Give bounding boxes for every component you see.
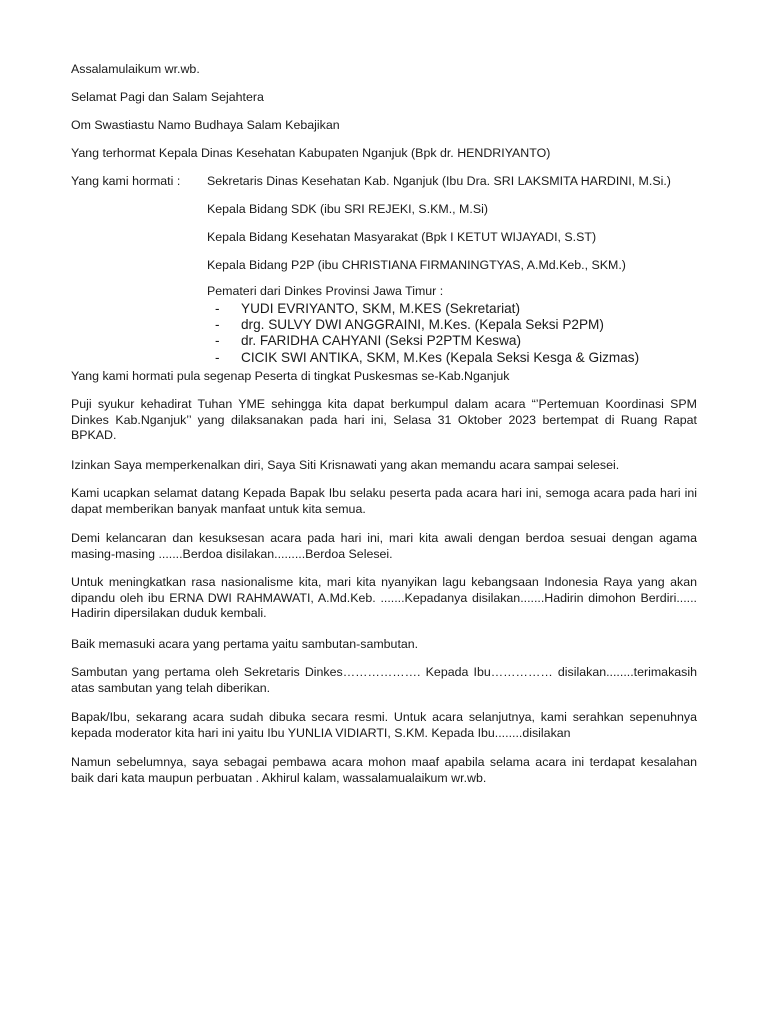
paragraph-sambutan: Baik memasuki acara yang pertama yaitu sambutan-sambutan. <box>71 637 419 651</box>
list-dash: - <box>215 301 220 316</box>
greeting-pagi: Selamat Pagi dan Salam Sejahtera <box>71 90 264 104</box>
speaker-name: drg. SULVY DWI ANGGRAINI, M.Kes. (Kepala Seksi P2PM) <box>241 317 604 333</box>
speaker-name: dr. FARIDHA CAHYANI (Seksi P2PTM Keswa) <box>241 333 521 349</box>
list-dash: - <box>215 333 220 349</box>
greeting-om: Om Swastiastu Namo Budhaya Salam Kebajikan <box>71 118 340 132</box>
honored-label: Yang kami hormati : <box>71 174 181 188</box>
greeting-kepala-dinas: Yang terhormat Kepala Dinas Kesehatan Kabupaten Nganjuk (Bpk dr. HENDRIYANTO) <box>71 146 551 160</box>
honored-line: Kepala Bidang P2P (ibu CHRISTIANA FIRMANINGTYAS, A.Md.Keb., SKM.) <box>207 258 626 272</box>
paragraph-selamat-datang: Kami ucapkan selamat datang Kepada Bapak Ibu selaku peserta pada acara hari ini, semoga acara pada hari ini dapat memberikan banyak manfaat untuk kita semua. <box>71 486 697 516</box>
paragraph-indonesia-raya: Untuk meningkatkan rasa nasionalisme kita, mari kita nyanyikan lagu kebangsaan Indonesia Raya yang akan dipandu oleh ibu ERNA DWI RAHMAWATI, A.Md.Keb. .......Kepadanya disilakan.......Hadirin dimohon Berdiri...... Hadirin dipersilakan duduk kembali. <box>71 575 697 620</box>
list-dash: - <box>215 317 220 333</box>
speaker-name: YUDI EVRIYANTO, SKM, M.KES (Sekretariat) <box>241 301 520 316</box>
paragraph-puji-syukur: Puji syukur kehadirat Tuhan YME sehingga kita dapat berkumpul dalam acara “’Pertemuan Koordinasi SPM Dinkes Kab.Nganjuk’’ yang dilaksanakan pada hari ini, Selasa 31 Oktober 2023 bertempat di Ruang Rapat BPKAD. <box>71 397 697 442</box>
paragraph-perkenalan: Izinkan Saya memperkenalkan diri, Saya Siti Krisnawati yang akan memandu acara sampai selesei. <box>71 458 620 472</box>
paragraph-berdoa: Demi kelancaran dan kesuksesan acara pada hari ini, mari kita awali dengan berdoa sesuai dengan agama masing-masing .......Berdoa disilakan.........Berdoa Selesei. <box>71 531 697 561</box>
honored-line: Kepala Bidang Kesehatan Masyarakat (Bpk I KETUT WIJAYADI, S.ST) <box>207 230 597 244</box>
honored-line: Kepala Bidang SDK (ibu SRI REJEKI, S.KM., M.Si) <box>207 202 488 216</box>
greeting-salam: Assalamulaikum wr.wb. <box>71 62 200 76</box>
list-dash: - <box>215 349 220 365</box>
paragraph-penutup: Namun sebelumnya, saya sebagai pembawa acara mohon maaf apabila selama acara ini terdapat kesalahan baik dari kata maupun perbuatan . Akhirul kalam, wassalamualaikum wr.wb. <box>71 755 697 785</box>
paragraph-sambutan-pertama: Sambutan yang pertama oleh Sekretaris Dinkes………………. Kepada Ibu…………… disilakan........terimakasih atas sambutan yang telah diberikan. <box>71 665 697 695</box>
honored-line: Sekretaris Dinas Kesehatan Kab. Nganjuk (Ibu Dra. SRI LAKSMITA HARDINI, M.Si.) <box>207 174 671 188</box>
paragraph-moderator: Bapak/Ibu, sekarang acara sudah dibuka secara resmi. Untuk acara selanjutnya, kami serahkan sepenuhnya kepada moderator kita hari ini yaitu Ibu YUNLIA VIDIARTI, S.KM. Kepada Ibu........disilakan <box>71 710 697 740</box>
speaker-name: CICIK SWI ANTIKA, SKM, M.Kes (Kepala Seksi Kesga & Gizmas) <box>241 349 640 365</box>
paragraph-peserta: Yang kami hormati pula segenap Peserta di tingkat Puskesmas se-Kab.Nganjuk <box>71 369 510 383</box>
honored-line-pemateri: Pemateri dari Dinkes Provinsi Jawa Timur : <box>207 284 444 298</box>
